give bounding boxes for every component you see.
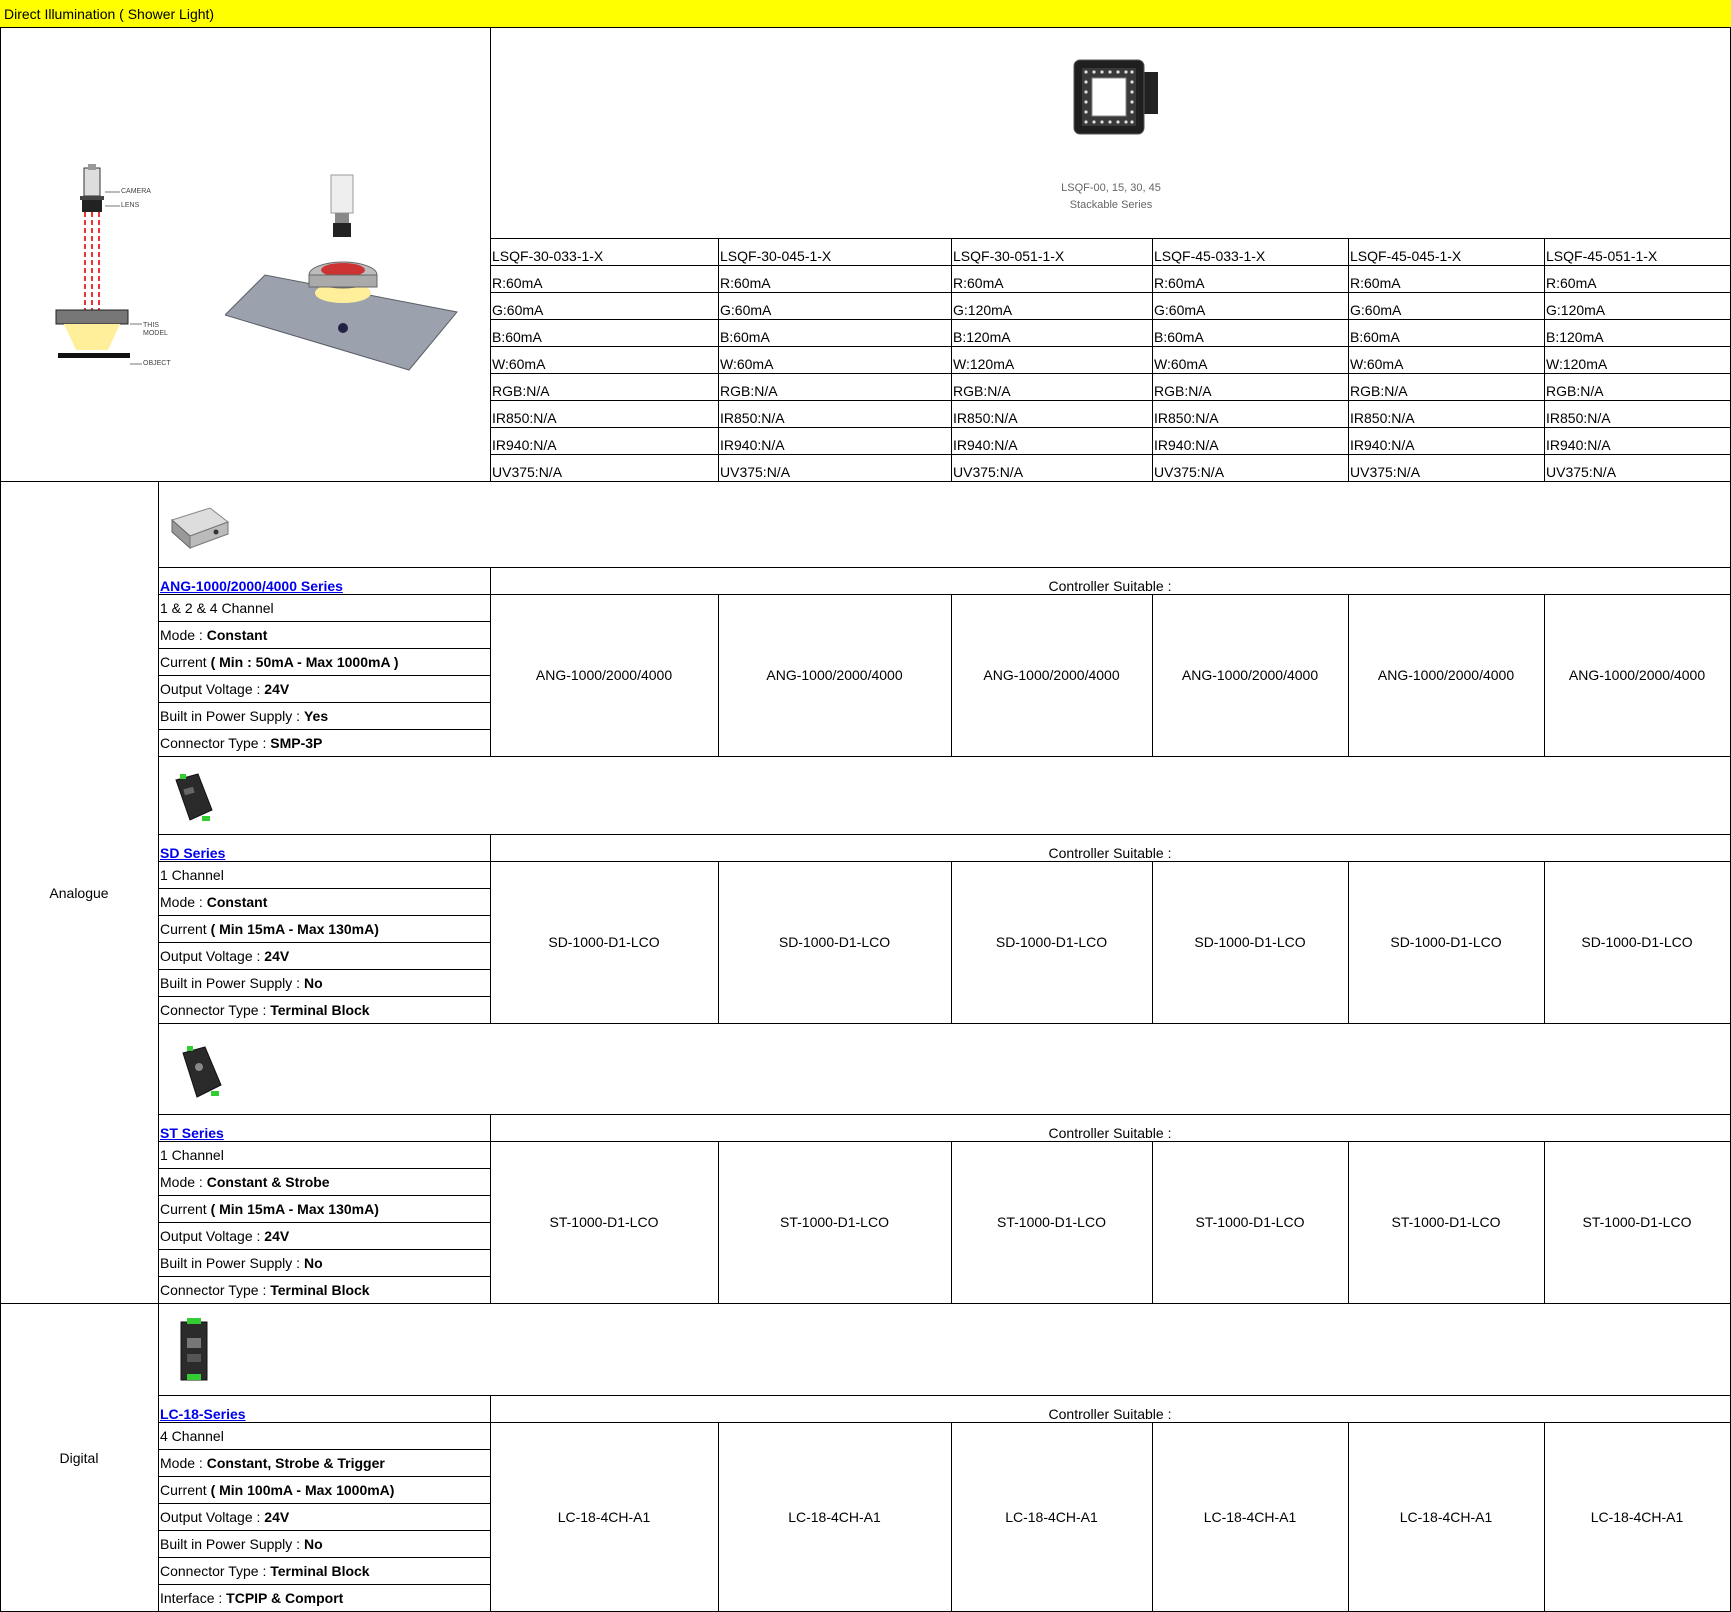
camera-lens-light-object-diagram-icon <box>50 160 180 375</box>
series-link[interactable]: ANG-1000/2000/4000 Series <box>160 578 343 594</box>
model-name-cell: LSQF-30-033-1-X <box>492 248 604 264</box>
model-spec-cell: B:120mA <box>953 329 1011 345</box>
page-title: Direct Illumination ( Shower Light) <box>4 6 215 22</box>
spec-value: Terminal Block <box>270 1282 370 1298</box>
spec-label: 1 Channel <box>160 1147 224 1163</box>
gridline-h <box>0 27 1731 28</box>
spec-label: Mode : <box>160 1455 207 1471</box>
gridline-h <box>158 1584 491 1585</box>
controller-spec-cell <box>160 600 274 616</box>
model-spec-cell: W:60mA <box>492 356 546 372</box>
gridline-h <box>158 1303 1731 1304</box>
model-spec-cell: IR850:N/A <box>1154 410 1219 426</box>
controller-suitable-label: Controller Suitable : <box>1048 578 1172 594</box>
controller-spec-cell <box>160 1174 330 1190</box>
controller-spec-cell <box>160 627 267 643</box>
model-spec-cell: IR850:N/A <box>492 410 557 426</box>
controller-model-cell: SD-1000-D1-LCO <box>548 934 660 950</box>
lsqf-square-light-icon <box>1070 56 1162 141</box>
model-spec-cell: IR940:N/A <box>1350 437 1415 453</box>
controller-spec-cell <box>160 1590 343 1606</box>
gridline-h <box>158 729 491 730</box>
gridline-h <box>158 1422 1731 1423</box>
controller-spec-cell <box>160 1147 224 1163</box>
controller-suitable-label: Controller Suitable : <box>1048 1125 1172 1141</box>
model-spec-cell: R:60mA <box>492 275 543 291</box>
model-spec-cell: W:120mA <box>953 356 1015 372</box>
controller-model-cell: ANG-1000/2000/4000 <box>1181 667 1319 683</box>
controller-spec-cell <box>160 1282 370 1298</box>
controller-spec-cell <box>160 1536 323 1552</box>
controller-model-cell: LC-18-4CH-A1 <box>557 1508 651 1525</box>
model-spec-cell: R:60mA <box>1546 275 1597 291</box>
gridline-h <box>158 621 491 622</box>
spec-value: No <box>303 975 323 991</box>
spec-value: No <box>303 1536 323 1552</box>
model-spec-cell: G:120mA <box>1546 302 1606 318</box>
model-spec-cell: IR850:N/A <box>720 410 785 426</box>
gridline-h <box>158 594 1731 595</box>
model-spec-cell: R:60mA <box>720 275 771 291</box>
gridline-h <box>158 1195 491 1196</box>
gridline-v <box>490 27 491 482</box>
model-spec-cell: IR850:N/A <box>1546 410 1611 426</box>
model-spec-cell: IR850:N/A <box>953 410 1018 426</box>
spec-value: 24V <box>264 1509 290 1525</box>
model-name-cell: LSQF-45-033-1-X <box>1154 248 1266 264</box>
model-spec-cell: RGB:N/A <box>953 383 1011 399</box>
product-caption-line1: LSQF-00, 15, 30, 45 <box>1061 182 1161 194</box>
gridline-h <box>0 1303 159 1304</box>
controller-model-cell: LC-18-4CH-A1 <box>1005 1508 1098 1525</box>
model-spec-cell: W:60mA <box>720 356 774 372</box>
controller-model-cell: ANG-1000/2000/4000 <box>1568 667 1706 683</box>
controller-model-cell: ANG-1000/2000/4000 <box>766 667 903 683</box>
model-spec-cell: B:120mA <box>1546 329 1604 345</box>
spec-label: Output Voltage : <box>160 681 265 697</box>
controller-spec-cell <box>160 1002 370 1018</box>
model-spec-cell: G:60mA <box>1154 302 1206 318</box>
gridline-h <box>158 1222 491 1223</box>
gridline-h <box>158 756 1731 757</box>
controller-model-cell: LC-18-4CH-A1 <box>1203 1508 1297 1525</box>
gridline-v <box>490 1114 491 1304</box>
model-spec-cell: G:60mA <box>1350 302 1402 318</box>
controller-suitable-label: Controller Suitable : <box>1048 1406 1172 1422</box>
controller-model-cell: SD-1000-D1-LCO <box>1194 934 1306 950</box>
series-link[interactable]: ST Series <box>160 1125 224 1141</box>
controller-spec-cell <box>160 975 323 991</box>
gridline-h <box>158 1557 491 1558</box>
spec-label: Built in Power Supply : <box>160 975 304 991</box>
gridline-v <box>490 1395 491 1612</box>
gridline-h <box>158 1395 1731 1396</box>
gridline-h <box>158 1449 491 1450</box>
spec-label: Mode : <box>160 1174 207 1190</box>
product-caption-line2: Stackable Series <box>1069 199 1153 211</box>
controller-spec-cell <box>160 894 267 910</box>
controller-spec-cell <box>160 1482 394 1498</box>
model-spec-cell: UV375:N/A <box>1546 464 1617 480</box>
model-spec-cell: RGB:N/A <box>1546 383 1604 399</box>
spec-value: 24V <box>264 681 290 697</box>
spec-value: ( Min : 50mA - Max 1000mA ) <box>210 654 399 670</box>
spec-value: Yes <box>303 708 329 724</box>
spec-label: Mode : <box>160 894 207 910</box>
controller-model-cell: LC-18-4CH-A1 <box>788 1508 881 1525</box>
gridline-h <box>158 942 491 943</box>
model-spec-cell: RGB:N/A <box>720 383 778 399</box>
model-spec-cell: W:120mA <box>1546 356 1608 372</box>
model-spec-cell: IR850:N/A <box>1350 410 1415 426</box>
model-spec-cell: G:60mA <box>492 302 544 318</box>
ang-controller-box-icon <box>168 502 232 552</box>
model-spec-cell: RGB:N/A <box>1154 383 1212 399</box>
gridline-v <box>1348 238 1349 482</box>
model-spec-cell: UV375:N/A <box>1154 464 1225 480</box>
spec-value: ( Min 100mA - Max 1000mA) <box>210 1482 395 1498</box>
gridline-h <box>158 1530 491 1531</box>
controller-spec-cell <box>160 1228 289 1244</box>
model-spec-cell: UV375:N/A <box>720 464 791 480</box>
gridline-v <box>951 238 952 482</box>
gridline-h <box>158 702 491 703</box>
diagram-label-model-2: MODEL <box>143 330 168 337</box>
controller-spec-cell <box>160 1563 370 1579</box>
spec-value: ( Min 15mA - Max 130mA) <box>210 921 379 937</box>
controller-spec-cell <box>160 1509 289 1525</box>
gridline-v <box>718 238 719 482</box>
spec-label: Current <box>160 1482 211 1498</box>
gridline-v <box>0 27 1 1612</box>
controller-model-cell: SD-1000-D1-LCO <box>995 934 1108 950</box>
gridline-h <box>158 834 1731 835</box>
controller-spec-cell <box>160 1201 379 1217</box>
controller-model-cell: SD-1000-D1-LCO <box>778 934 891 950</box>
gridline-h <box>158 996 491 997</box>
gridline-h <box>158 1023 1731 1024</box>
camera-ring-light-render-icon <box>225 165 460 375</box>
controller-model-cell: LC-18-4CH-A1 <box>1399 1508 1493 1525</box>
spec-label: Output Voltage : <box>160 1228 265 1244</box>
spec-label: Connector Type : <box>160 1563 271 1579</box>
diagram-label-model-1: THIS <box>143 322 159 329</box>
model-spec-cell: UV375:N/A <box>1350 464 1421 480</box>
gridline-h <box>158 1476 491 1477</box>
controller-model-cell: ANG-1000/2000/4000 <box>1377 667 1515 683</box>
model-name-cell: LSQF-45-051-1-X <box>1546 248 1658 264</box>
model-spec-cell: IR940:N/A <box>492 437 557 453</box>
controller-model-cell: ST-1000-D1-LCO <box>780 1214 889 1230</box>
controller-model-cell: ST-1000-D1-LCO <box>1195 1214 1305 1230</box>
spec-label: 1 Channel <box>160 867 224 883</box>
model-spec-cell: B:60mA <box>1350 329 1400 345</box>
model-spec-cell: W:60mA <box>1350 356 1404 372</box>
model-name-cell: LSQF-45-045-1-X <box>1350 248 1462 264</box>
gridline-h <box>158 1168 491 1169</box>
controller-model-cell: ANG-1000/2000/4000 <box>983 667 1120 683</box>
controller-spec-cell <box>160 1455 385 1471</box>
model-spec-cell: B:60mA <box>492 329 542 345</box>
controller-model-cell: SD-1000-D1-LCO <box>1581 934 1693 950</box>
controller-model-cell: ST-1000-D1-LCO <box>997 1214 1106 1230</box>
controller-model-cell: LC-18-4CH-A1 <box>1590 1508 1684 1525</box>
group-label-digital: Digital <box>59 1450 99 1466</box>
model-spec-cell: W:60mA <box>1154 356 1208 372</box>
spec-value: Terminal Block <box>270 1002 370 1018</box>
spec-value: SMP-3P <box>270 735 323 751</box>
diagram-label-lens: LENS <box>121 202 140 209</box>
spec-label: Output Voltage : <box>160 948 265 964</box>
controller-spec-cell <box>160 1255 323 1271</box>
spec-label: Current <box>160 921 211 937</box>
model-spec-cell: IR940:N/A <box>953 437 1018 453</box>
model-spec-cell: B:60mA <box>720 329 770 345</box>
spec-value: Constant, Strobe & Trigger <box>206 1455 385 1471</box>
model-spec-cell: IR940:N/A <box>720 437 785 453</box>
spec-value: 24V <box>264 948 290 964</box>
model-spec-cell: IR940:N/A <box>1546 437 1611 453</box>
st-controller-icon <box>175 1043 229 1103</box>
gridline-h <box>158 1503 491 1504</box>
lc-controller-icon <box>175 1316 215 1384</box>
gridline-v <box>490 834 491 1024</box>
spec-label: Connector Type : <box>160 1002 271 1018</box>
spec-value: Terminal Block <box>270 1563 370 1579</box>
model-spec-cell: G:60mA <box>720 302 772 318</box>
model-spec-cell: G:120mA <box>953 302 1013 318</box>
controller-model-cell: SD-1000-D1-LCO <box>1390 934 1502 950</box>
gridline-h <box>158 1276 491 1277</box>
model-spec-cell: UV375:N/A <box>953 464 1024 480</box>
spec-label: Current <box>160 1201 211 1217</box>
spec-label: Output Voltage : <box>160 1509 265 1525</box>
gridline-v <box>1544 238 1545 482</box>
spec-label: Mode : <box>160 627 207 643</box>
controller-spec-cell <box>160 948 289 964</box>
model-spec-cell: R:60mA <box>1350 275 1401 291</box>
gridline-h <box>158 861 1731 862</box>
model-spec-cell: IR940:N/A <box>1154 437 1219 453</box>
spec-label: Built in Power Supply : <box>160 1255 304 1271</box>
model-spec-cell: B:60mA <box>1154 329 1204 345</box>
controller-model-cell: ST-1000-D1-LCO <box>1391 1214 1501 1230</box>
gridline-v <box>490 567 491 757</box>
spec-value: 24V <box>264 1228 290 1244</box>
gridline-h <box>0 481 1731 482</box>
controller-spec-cell <box>160 867 224 883</box>
controller-model-cell: ST-1000-D1-LCO <box>1582 1214 1692 1230</box>
controller-suitable-label: Controller Suitable : <box>1048 845 1172 861</box>
controller-spec-cell <box>160 681 289 697</box>
gridline-v <box>158 481 159 1612</box>
controller-spec-cell <box>160 1428 224 1444</box>
controller-spec-cell <box>160 735 322 751</box>
gridline-h <box>158 1114 1731 1115</box>
model-spec-cell: RGB:N/A <box>1350 383 1408 399</box>
series-link[interactable]: LC-18-Series <box>160 1406 246 1422</box>
spec-value: TCPIP & Comport <box>226 1590 344 1606</box>
controller-spec-cell <box>160 921 379 937</box>
controller-spec-cell <box>160 708 328 724</box>
spec-label: 1 & 2 & 4 Channel <box>160 600 274 616</box>
controller-spec-cell <box>160 654 399 670</box>
gridline-h <box>158 888 491 889</box>
spec-label: Connector Type : <box>160 1282 271 1298</box>
gridline-h <box>158 648 491 649</box>
sd-controller-icon <box>168 770 220 826</box>
group-label-analogue: Analogue <box>49 885 109 901</box>
gridline-h <box>158 675 491 676</box>
spec-label: Connector Type : <box>160 735 271 751</box>
spec-value: ( Min 15mA - Max 130mA) <box>210 1201 379 1217</box>
model-spec-cell: R:60mA <box>953 275 1004 291</box>
diagram-label-camera: CAMERA <box>121 188 151 195</box>
spec-label: Built in Power Supply : <box>160 1536 304 1552</box>
model-name-cell: LSQF-30-045-1-X <box>720 248 832 264</box>
gridline-h <box>158 915 491 916</box>
spec-value: Constant & Strobe <box>206 1174 330 1190</box>
spec-value: Constant <box>206 627 268 643</box>
model-name-cell: LSQF-30-051-1-X <box>953 248 1065 264</box>
model-spec-cell: RGB:N/A <box>492 383 550 399</box>
model-spec-cell: UV375:N/A <box>492 464 563 480</box>
series-link[interactable]: SD Series <box>160 845 226 861</box>
title-bar <box>0 0 1731 27</box>
spec-value: Constant <box>206 894 268 910</box>
spec-value: No <box>303 1255 323 1271</box>
spec-label: 4 Channel <box>160 1428 224 1444</box>
controller-model-cell: ST-1000-D1-LCO <box>549 1214 659 1230</box>
model-spec-cell: R:60mA <box>1154 275 1205 291</box>
gridline-h <box>158 1249 491 1250</box>
spec-label: Interface : <box>160 1590 227 1606</box>
gridline-v <box>1152 238 1153 482</box>
gridline-h <box>158 1141 1731 1142</box>
spec-label: Built in Power Supply : <box>160 708 304 724</box>
spec-label: Current <box>160 654 211 670</box>
controller-model-cell: ANG-1000/2000/4000 <box>535 667 673 683</box>
diagram-label-object: OBJECT <box>143 360 171 367</box>
gridline-h <box>158 567 1731 568</box>
gridline-h <box>158 969 491 970</box>
